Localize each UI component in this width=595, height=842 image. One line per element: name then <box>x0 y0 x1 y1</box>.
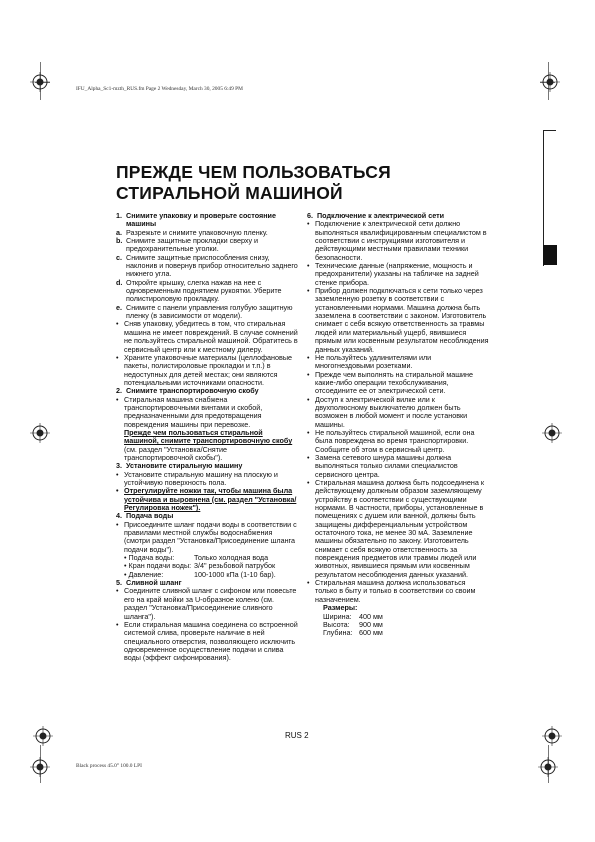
bullet-text: Не пользуйтесь стиральной машиной, если она была повреждена во время транспортировки. Сообщите об этом в сервисный центр. <box>315 427 475 454</box>
bullet-text: Сняв упаковку, убедитесь в том, что стиральная машина не имеет повреждений. В случае сомнений не пользуйтесь стиральной машиной. Обратитесь в сервисный центр или к местному дилеру. <box>124 319 298 354</box>
dimension-value: 600 мм <box>359 628 383 638</box>
registration-mark-icon <box>538 757 558 777</box>
bullet-item <box>307 579 489 604</box>
registration-mark-icon <box>30 757 50 777</box>
bullet-text: Стиральная машина должна быть подсоединена к действующему должным образом заземляющему устройству в соответствии с существующими нормами. В частности, приборы, установленные в помещениях с душем или ванной, должны быть защищены дифференциальным устройством остаточного тока, не менее 30 мА. Заземление машины обязательно по закону. Изготовитель снимает с себя всякую ответственность за повреждения предметов или травмы людей или животных, явившиеся прямым или косвенным результатом несоблюдения данных указаний. <box>315 478 485 579</box>
dimension-label: Глубина: <box>323 628 353 638</box>
bullet-item <box>116 320 298 353</box>
bullet-icon: • <box>116 586 119 596</box>
bullet-text: Замена сетевого шнура машины должна выполняться только силами специалистов сервисного центра. <box>315 452 458 479</box>
bullet-text: Стиральная машина должна использоваться только в быту и только в соответствии со своим назначением. <box>315 578 476 604</box>
section-heading-text: Установите стиральную машину <box>126 461 243 471</box>
page-title-line: СТИРАЛЬНОЙ МАШИНОЙ <box>116 183 343 203</box>
section-heading <box>116 212 298 229</box>
file-header-line: IFU_Alpha_Sc1-mzth_RUS.fm Page 2 Wednesday, March 30, 2005 6:49 PM <box>76 86 243 92</box>
page-title <box>116 162 436 204</box>
spec-label: • Кран подачи воды: <box>124 561 192 571</box>
bullet-text: Отрегулируйте ножки так, чтобы машина была устойчива и выровнена (см. раздел "Установка/Регулировка ножек"). <box>124 486 297 513</box>
bullet-icon: • <box>307 369 310 379</box>
bullet-icon: • <box>307 478 310 487</box>
section-heading-text: Подключение к электрической сети <box>317 211 445 220</box>
bullet-text: Прежде чем выполнять на стиральной машине какие-либо операции техобслуживания, отсоедините ее от электрической сети. <box>315 369 474 396</box>
registration-mark-icon <box>30 72 50 92</box>
print-footer-line: Black process 45.0° 100.0 LPI <box>76 763 142 769</box>
step-letter: e. <box>116 302 122 312</box>
section-heading-text: Подача воды <box>126 511 174 521</box>
bullet-item <box>307 354 489 371</box>
dimension-value: 400 мм <box>359 611 383 621</box>
step-text: Снимите с панели управления голубую защитную пленку (в зависимости от модели). <box>126 302 293 321</box>
left-column <box>116 212 298 663</box>
bullet-icon: • <box>116 394 119 404</box>
dimensions-table <box>307 613 489 638</box>
bullet-icon: • <box>116 352 119 362</box>
bullet-item <box>116 471 298 488</box>
bullet-icon: • <box>307 578 310 588</box>
bullet-text: Соедините сливной шланг с сифоном или повесьте его на край мойки за U-образное колено (см. раздел "Установка/Присоединение сливного шланга"). <box>124 586 297 621</box>
right-column-items <box>307 212 489 604</box>
dimension-value: 900 мм <box>359 619 383 629</box>
bullet-item <box>307 479 489 579</box>
bullet-item <box>307 454 489 479</box>
bullet-text: Стиральная машина снабжена транспортировочными винтами и скобой, предназначенными для предотвращения повреждения машины при перевозке. <box>124 394 263 429</box>
bullet-icon: • <box>307 261 310 271</box>
spec-value: Только холодная вода <box>194 553 269 563</box>
page-number: RUS 2 <box>285 731 309 740</box>
dimension-row <box>307 629 489 637</box>
bullet-icon: • <box>116 619 119 629</box>
registration-mark-icon <box>30 423 50 443</box>
bullet-item <box>307 220 489 262</box>
section-number: 5. <box>116 578 122 588</box>
step-text: Откройте крышку, слегка нажав на нее с одновременным поднятием рукоятки. Уберите полистироловую прокладку. <box>126 277 282 304</box>
bullet-text: Прибор должен подключаться к сети только через заземленную розетку в соответствии с установленными нормами. Машина должна быть заземлена в соответствии с законом. Изготовитель снимает с себя всякую ответственность за травмы людей или материальный ущерб, явившиеся прямым или косвенным результатом несоблюдения данных указаний. <box>315 286 489 354</box>
lettered-step <box>116 304 298 321</box>
dimensions-title: Размеры: <box>323 603 358 613</box>
registration-mark-icon <box>542 423 562 443</box>
section-number: 1. <box>116 211 122 220</box>
dimension-label: Высота: <box>323 619 350 629</box>
spec-label: • Давление: <box>124 569 164 579</box>
emphasis-text: Прежде чем пользоваться стиральной машиной, снимите транспортировочную скобу <box>124 427 293 446</box>
step-text: Снимите защитные прокладки сверху и предохранительные уголки. <box>126 236 259 254</box>
page-title-line: ПРЕЖДЕ ЧЕМ ПОЛЬЗОВАТЬСЯ <box>116 162 391 182</box>
registration-mark-icon <box>33 726 53 746</box>
bullet-text: Если стиральная машина соединена со встроенной системой слива, проверьте наличие в ней специального отверстия, позволяющего исключить одновременное осуществление подачи и слива воды (эффект сифонирования). <box>124 619 298 663</box>
language-tab-marker <box>543 245 557 265</box>
step-letter: b. <box>116 236 123 246</box>
bullet-item <box>307 262 489 287</box>
bullet-item <box>116 354 298 387</box>
bullet-item <box>307 429 489 454</box>
bullet-icon: • <box>307 219 310 229</box>
step-text: Снимите защитные приспособления снизу, наклонив и повернув прибор относительно заднего нижнего угла. <box>126 252 298 279</box>
bullet-text: Подключение к электрической сети должно выполняться квалифицированным специалистом в соответствии с инструкциями изготовителя и действующими местными правилами техники безопасности. <box>315 219 487 262</box>
step-letter: d. <box>116 277 123 287</box>
section-number: 4. <box>116 511 122 521</box>
bullet-icon: • <box>116 469 119 479</box>
bullet-icon: • <box>307 352 310 362</box>
bullet-icon: • <box>307 286 310 296</box>
bullet-text: Храните упаковочные материалы (целлофановые пакеты, полистироловые прокладки и т.п.) в недоступных для детей местах; они являются потенциальными источниками опасности. <box>124 352 293 387</box>
step-letter: a. <box>116 227 122 237</box>
lettered-step <box>116 279 298 304</box>
bullet-text: Присоедините шланг подачи воды в соответствии с правилами местной службы водоснабжения (смотри раздел "Установка/Присоединение шланга подачи воды"). <box>124 519 297 554</box>
paragraph-text: (см. раздел "Установка/Снятие транспортировочной скобы"). <box>124 444 227 462</box>
section-number: 3. <box>116 461 122 471</box>
registration-mark-icon <box>542 726 562 746</box>
spec-value: 3/4" резьбовой патрубок <box>194 561 276 571</box>
spec-label: • Подача воды: <box>124 553 175 563</box>
bullet-text: Установите стиральную машину на плоскую и устойчивую поверхность пола. <box>124 469 278 487</box>
bullet-item <box>307 396 489 429</box>
bullet-item <box>116 521 298 554</box>
registration-mark-icon <box>540 72 560 92</box>
bullet-text: Доступ к электрической вилке или к двухполюсному выключателю должен быть возможен в любой момент и после установки машины. <box>315 394 468 429</box>
bullet-item <box>116 487 298 512</box>
dimension-label: Ширина: <box>323 611 352 621</box>
bullet-item <box>307 371 489 396</box>
bullet-item <box>116 621 298 663</box>
section-number: 2. <box>116 386 122 396</box>
bullet-text: Не пользуйтесь удлинителями или многогнездовыми розетками. <box>315 352 432 371</box>
bullet-icon: • <box>116 486 119 496</box>
step-letter: c. <box>116 252 122 262</box>
bullet-icon: • <box>116 319 119 329</box>
spec-value: 100-1000 кПа (1-10 бар). <box>194 569 276 579</box>
section-number: 6. <box>307 211 313 220</box>
bullet-text: Технические данные (напряжение, мощность и предохранители) указаны на табличке на задней стенке прибора. <box>315 261 479 287</box>
section-heading-text: Снимите упаковку и проверьте состояние машины <box>126 211 276 229</box>
bullet-item <box>116 587 298 620</box>
step-text: Разрежьте и снимите упаковочную пленку. <box>126 227 268 237</box>
section-heading-text: Сливной шланг <box>126 578 182 588</box>
bullet-icon: • <box>307 394 310 404</box>
lettered-step <box>116 237 298 254</box>
section-heading-text: Снимите транспортировочную скобу <box>126 386 259 396</box>
bullet-icon: • <box>307 427 310 437</box>
bullet-icon: • <box>307 452 310 462</box>
bullet-icon: • <box>116 519 119 529</box>
bullet-item <box>307 287 489 354</box>
bullet-item <box>116 396 298 429</box>
lettered-step <box>116 254 298 279</box>
right-column <box>307 212 489 638</box>
